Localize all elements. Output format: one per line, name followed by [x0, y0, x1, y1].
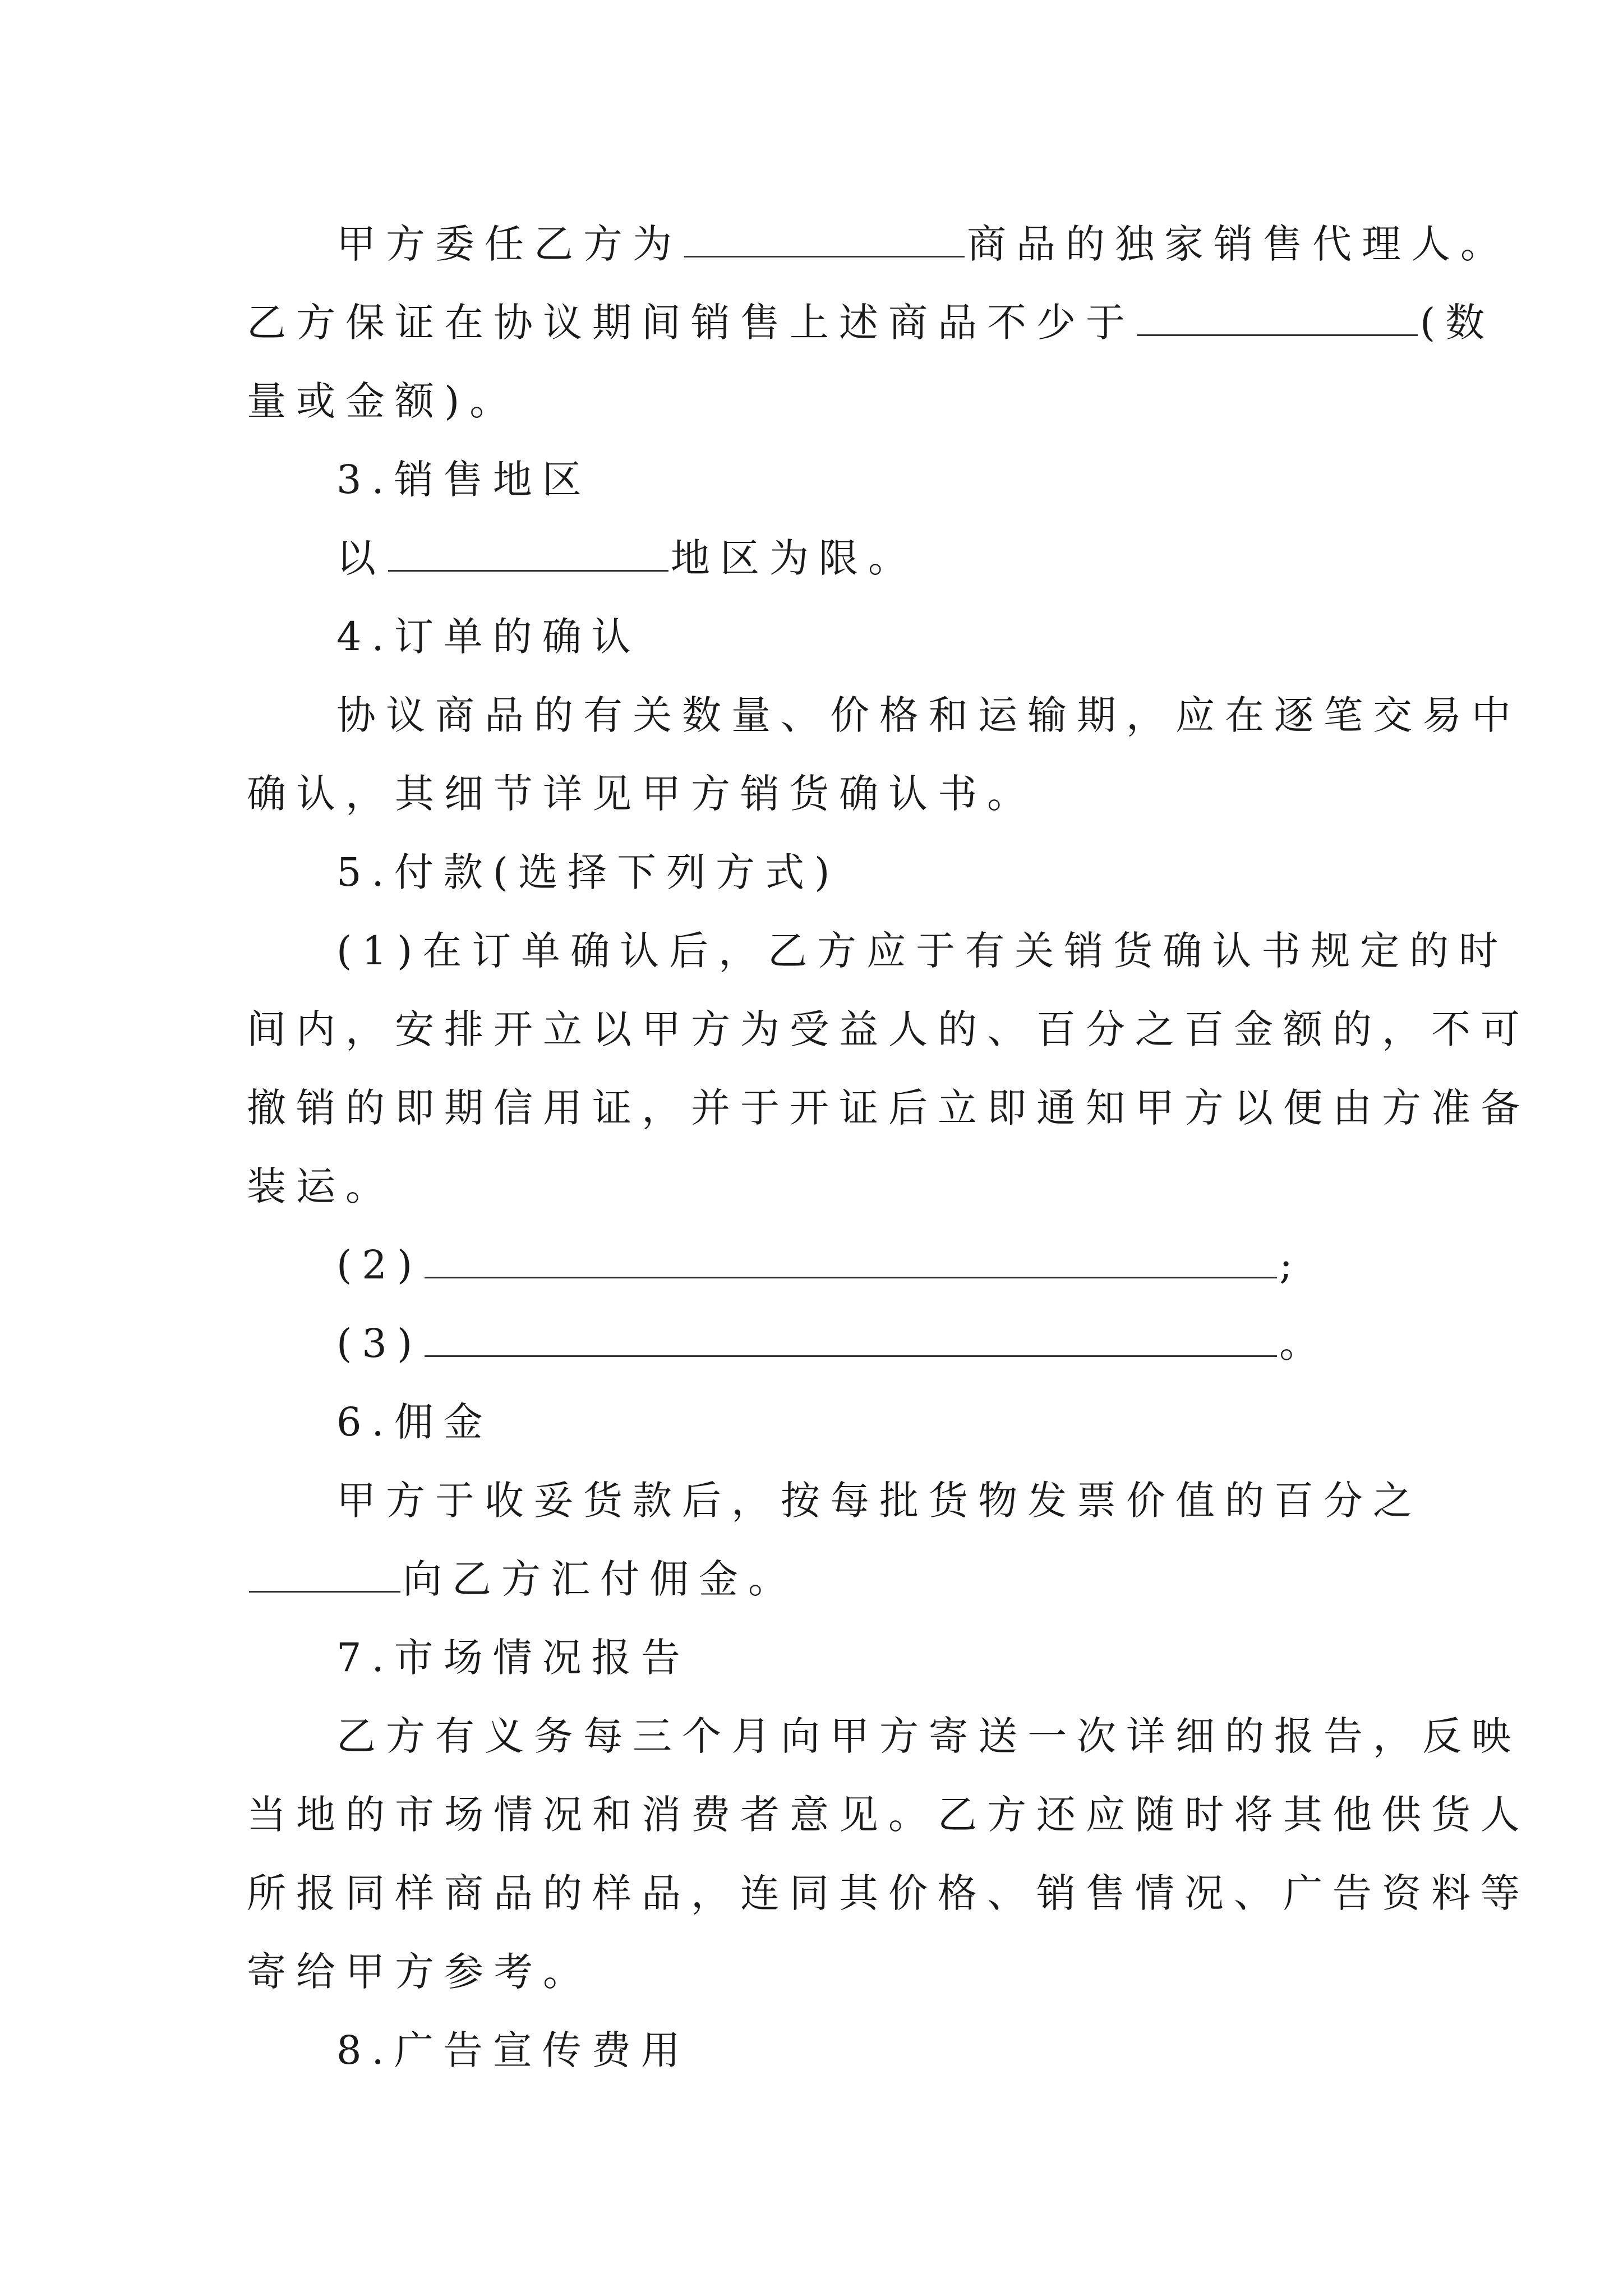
- paragraph-option-3: [336, 1304, 1481, 1383]
- heading-payment: [336, 833, 1481, 912]
- text: 间内，安排开立以甲方为受益人的、百分之百金额的，不可: [247, 1006, 1530, 1052]
- paragraph-payment-a: [336, 912, 1509, 990]
- text: (1)在订单确认后，乙方应于有关销货确认书规定的时: [336, 928, 1509, 974]
- heading-text: 5.付款(选择下列方式): [336, 849, 840, 895]
- text: 地区为限。: [671, 535, 917, 581]
- blank-field: [388, 531, 668, 572]
- text: 当地的市场情况和消费者意见。乙方还应随时将其他供货人: [247, 1792, 1530, 1838]
- blank-field: [425, 1316, 1277, 1357]
- text: 所报同样商品的样品，连同其价格、销售情况、广告资料等: [247, 1870, 1530, 1916]
- paragraph-commission-a: [336, 1461, 1481, 1540]
- heading-market-report: [336, 1618, 1481, 1697]
- blank-field: [249, 1552, 400, 1593]
- text: 寄给甲方参考。: [247, 1949, 592, 1995]
- text: 乙方保证在协议期间销售上述商品不少于: [247, 300, 1135, 346]
- text: 。: [1279, 1320, 1329, 1366]
- heading-order-confirmation: [336, 597, 1481, 676]
- blank-field: [684, 217, 965, 257]
- text: 撤销的即期信用证，并于开证后立即通知甲方以便由方准备: [247, 1085, 1530, 1131]
- paragraph-payment-b: [247, 990, 1530, 1069]
- paragraph-market-d: [247, 1932, 1391, 2011]
- paragraph-option-2: [336, 1226, 1481, 1304]
- text: 装运。: [247, 1163, 395, 1209]
- text: ;: [1279, 1242, 1303, 1288]
- heading-text: 7.市场情况报告: [336, 1635, 690, 1681]
- heading-sales-area: [336, 440, 1481, 519]
- paragraph-commission-b: [247, 1540, 1391, 1618]
- paragraph-order-a: [336, 676, 1521, 754]
- text: 向乙方汇付佣金。: [403, 1556, 797, 1602]
- text: 以: [336, 535, 386, 581]
- paragraph-market-c: [247, 1854, 1530, 1932]
- text: 甲方于收妥货款后，按每批货物发票价值的百分之: [336, 1478, 1422, 1524]
- paragraph-order-b: [247, 754, 1391, 833]
- text: 乙方有义务每三个月向甲方寄送一次详细的报告，反映: [336, 1713, 1521, 1759]
- heading-advertising: [336, 2011, 1481, 2090]
- heading-text: 8.广告宣传费用: [336, 2027, 690, 2073]
- text: 协议商品的有关数量、价格和运输期，应在逐笔交易中: [336, 692, 1521, 738]
- paragraph-guarantee: [247, 283, 1495, 362]
- heading-text: 4.订单的确认: [336, 614, 641, 660]
- paragraph-guarantee-cont: [247, 362, 1391, 440]
- text: 量或金额)。: [247, 378, 519, 424]
- blank-field: [425, 1237, 1277, 1278]
- paragraph-market-b: [247, 1775, 1530, 1854]
- heading-text: 6.佣金: [336, 1399, 493, 1445]
- text: 甲方委任乙方为: [336, 221, 682, 267]
- text: 商品的独家销售代理人。: [967, 221, 1510, 267]
- heading-commission: [336, 1383, 1481, 1461]
- paragraph-market-a: [336, 1697, 1521, 1775]
- heading-text: 3.销售地区: [336, 457, 592, 503]
- paragraph-area: [336, 519, 1481, 597]
- text: 确认，其细节详见甲方销货确认书。: [247, 771, 1036, 817]
- text: (3): [336, 1320, 423, 1366]
- text: (2): [336, 1242, 423, 1288]
- paragraph-payment-c: [247, 1069, 1530, 1147]
- paragraph-appointment: [336, 205, 1510, 283]
- text: (数: [1420, 300, 1495, 346]
- blank-field: [1137, 295, 1418, 336]
- paragraph-payment-d: [247, 1147, 1391, 1226]
